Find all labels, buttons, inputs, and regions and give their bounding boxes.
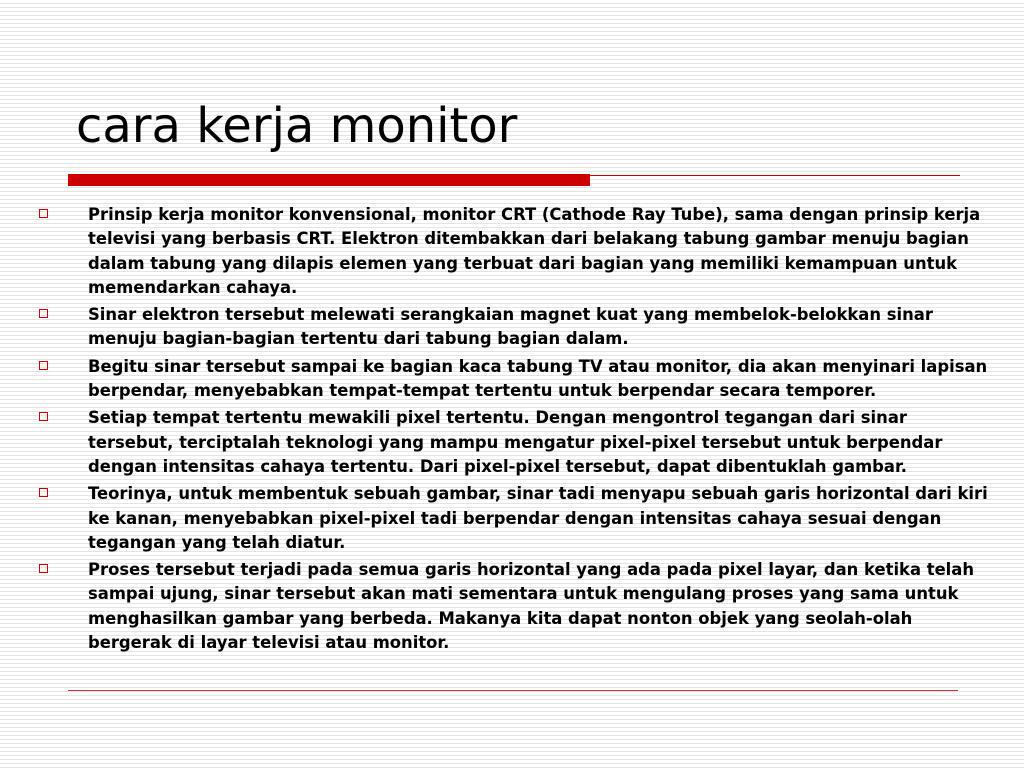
bullet-item [36, 406, 996, 479]
hollow-square-bullet-icon [39, 488, 48, 497]
bullet-item [36, 355, 996, 404]
title-accent-bar [68, 174, 590, 186]
bullet-text: Prinsip kerja monitor konvensional, monitor CRT (Cathode Ray Tube), sama dengan prinsip kerja televisi yang berbasis CRT. Elektron ditembakkan dari belakang tabung gambar menuju bagian dalam tabung yang dilapis elemen yang terbuat dari bagian yang memiliki kemampuan untuk memendarkan cahaya. [88, 205, 981, 297]
bullet-text: Proses tersebut terjadi pada semua garis horizontal yang ada pada pixel layar, dan ketika telah sampai ujung, sinar tersebut akan mati sementara untuk mengulang proses yang sama untuk menghasilkan gambar yang berbeda. Makanya kita dapat nonton objek yang seolah-olah bergerak di layar televisi atau monitor. [88, 560, 975, 653]
bullet-item [36, 203, 996, 300]
bullet-item [36, 482, 996, 555]
hollow-square-bullet-icon [39, 564, 48, 573]
bullet-text: Begitu sinar tersebut sampai ke bagian kaca tabung TV atau monitor, dia akan menyinari lapisan berpendar, menyebabkan tempat-tempat tertentu untuk berpendar secara temporer. [88, 356, 988, 401]
bullet-item [36, 303, 996, 352]
bullet-text: Teorinya, untuk membentuk sebuah gambar, sinar tadi menyapu sebuah garis horizontal dari kiri ke kanan, menyebabkan pixel-pixel tadi berpendar dengan intensitas cahaya sesuai dengan tegangan yang telah diatur. [88, 484, 988, 552]
footer-rule-line [68, 690, 958, 691]
bullet-text: Setiap tempat tertentu mewakili pixel tertentu. Dengan mengontrol tegangan dari sinar tersebut, terciptalah teknologi yang mampu mengatur pixel-pixel tersebut untuk berpendar dengan intensitas cahaya tertentu. Dari pixel-pixel tersebut, dapat dibentuklah gambar. [88, 408, 943, 476]
title-rule-line [590, 175, 960, 176]
hollow-square-bullet-icon [39, 309, 48, 318]
bullet-list [36, 203, 996, 658]
bullet-item [36, 558, 996, 655]
hollow-square-bullet-icon [39, 361, 48, 370]
bullet-text: Sinar elektron tersebut melewati serangkaian magnet kuat yang membelok-belokkan sinar menuju bagian-bagian tertentu dari tabung bagian dalam. [88, 305, 933, 349]
hollow-square-bullet-icon [39, 209, 48, 218]
slide-title: cara kerja monitor [76, 98, 518, 154]
hollow-square-bullet-icon [39, 412, 48, 421]
